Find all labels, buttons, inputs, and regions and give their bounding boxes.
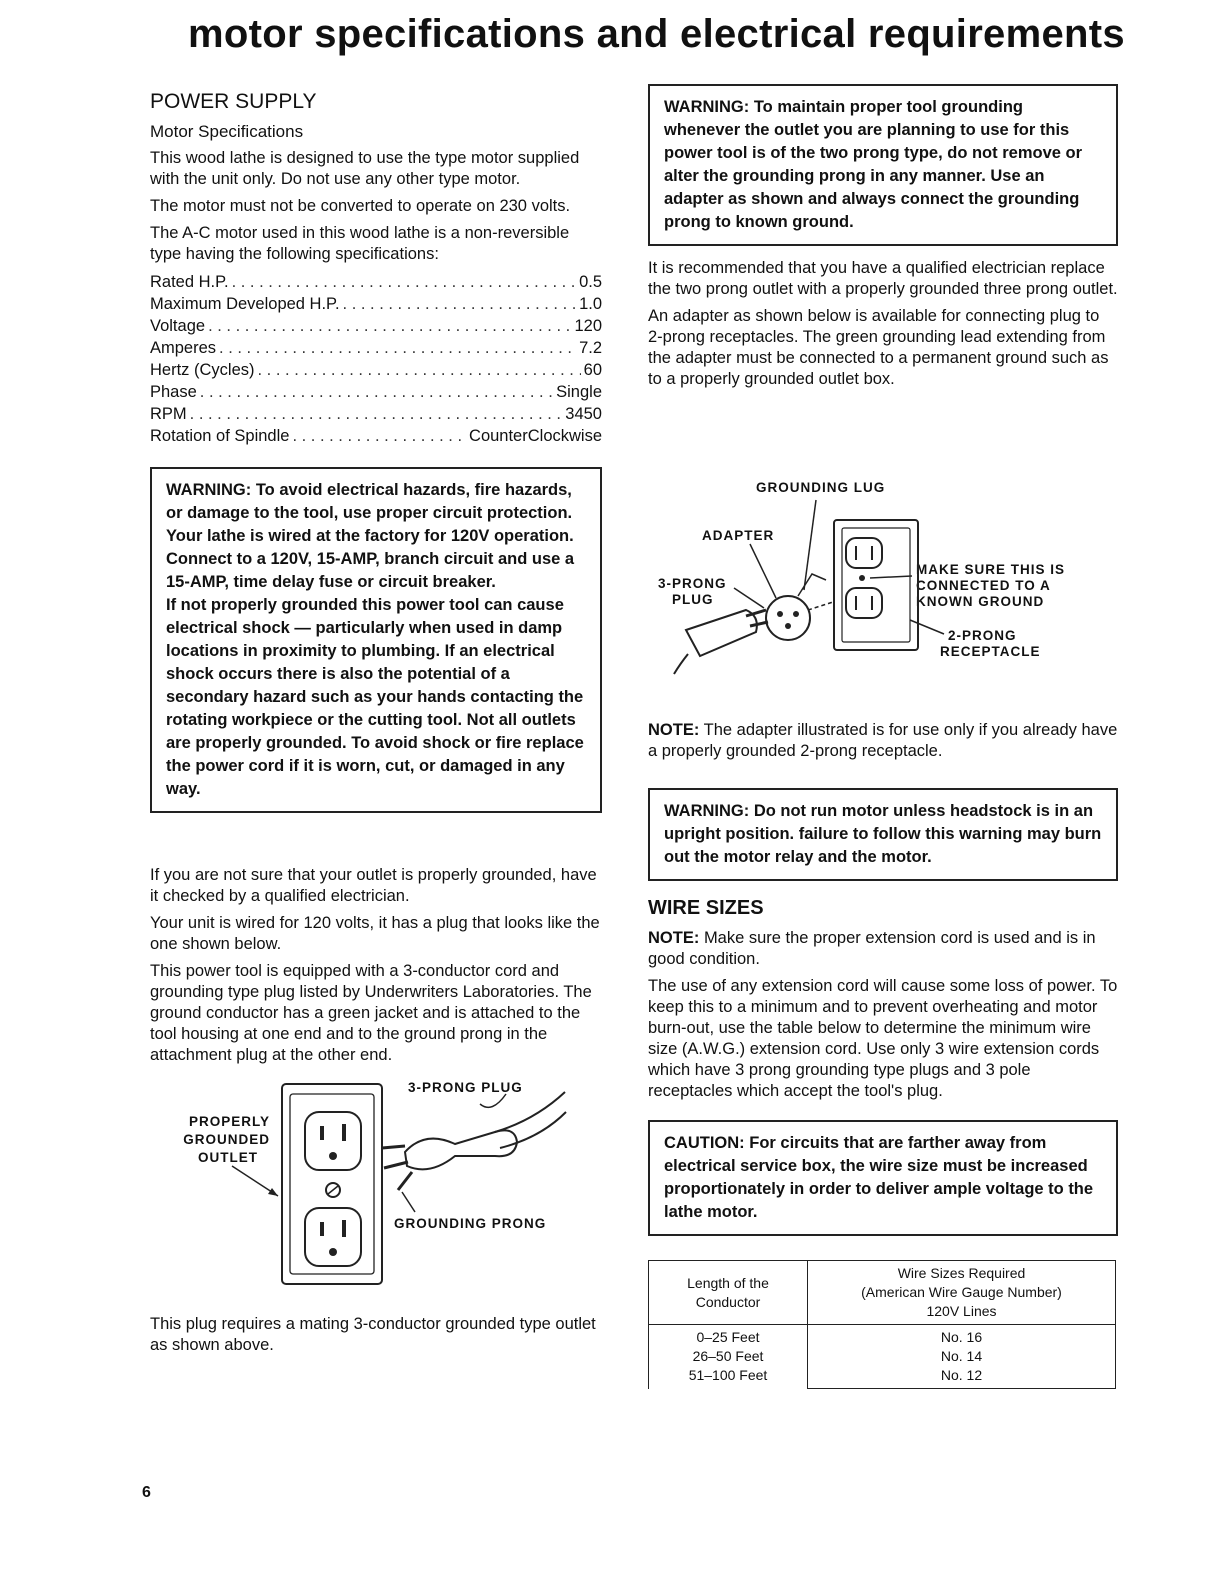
- note: [648, 928, 1118, 970]
- paragraph: Your unit is wired for 120 volts, it has a plug that looks like the one shown below.: [150, 914, 600, 953]
- adapter-figure: [648, 420, 1118, 700]
- caution-box: [648, 1120, 1118, 1236]
- warning-box-electrical: [150, 467, 602, 813]
- note-text: The adapter illustrated is for use only if you already have a properly grounded 2-prong receptacle.: [648, 721, 1118, 760]
- figure-label: RECEPTACLE: [940, 644, 1041, 659]
- spec-row: [150, 359, 602, 381]
- note-label: NOTE:: [648, 929, 700, 947]
- figure-label: CONNECTED TO A: [916, 578, 1051, 593]
- spec-label: Rated H.P.: [150, 273, 229, 291]
- warning-box-grounding: [648, 84, 1118, 246]
- spec-row: [150, 337, 602, 359]
- note: [648, 720, 1118, 762]
- warning-text: WARNING: To maintain proper tool grounding whenever the outlet you are planning to use for this power tool is of the two prong type, do not remove or alter the grounding prong in any manner. Use an adapter as shown and always connect the grounding prong to known ground.: [664, 98, 1083, 231]
- spec-row: [150, 425, 602, 447]
- spec-leader: [190, 403, 563, 425]
- spec-row: [150, 293, 602, 315]
- spec-value: 0.5: [579, 273, 602, 291]
- spec-leader: [292, 425, 466, 447]
- spec-leader: [208, 315, 571, 337]
- paragraph: This wood lathe is designed to use the type motor supplied with the unit only. Do not use any other type motor.: [150, 149, 580, 188]
- table-header-line: 120V Lines: [926, 1303, 997, 1319]
- figure-label: 3-PRONG: [658, 576, 727, 591]
- spec-value: 60: [583, 361, 602, 379]
- paragraph: The use of any extension cord will cause some loss of power. To keep this to a minimum and to prevent overheating and motor burn-out, use the table below to determine the minimum wire size (A.W.G.) extension cord. Use only 3 wire extension cords which have 3 prong grounding type plugs and 3 pole receptacles which accept the tool's plug.: [648, 977, 1118, 1100]
- size-value: No. 14: [940, 1348, 983, 1364]
- power-supply-heading: POWER SUPPLY: [150, 90, 317, 113]
- spec-row: [150, 315, 602, 337]
- figure-label: GROUNDING PRONG: [394, 1216, 547, 1231]
- figure-label: KNOWN GROUND: [916, 594, 1045, 609]
- figure-label: 3-PRONG PLUG: [408, 1080, 523, 1095]
- paragraph: An adapter as shown below is available for connecting plug to 2-prong receptacles. The green grounding lead extending from the adapter must be connected to a permanent ground such as to a properly grounded outlet box.: [648, 307, 1109, 388]
- spec-label: RPM: [150, 405, 187, 423]
- figure-label: GROUNDED: [183, 1132, 270, 1147]
- plug-outlet-figure: [150, 1074, 602, 1314]
- spec-label: Voltage: [150, 317, 206, 335]
- paragraph: This power tool is equipped with a 3-conductor cord and grounding type plug listed by Underwriters Laboratories. The ground conductor has a green jacket and is attached to the tool housing at one end and to the ground prong in the attachment plug at the other end.: [150, 962, 592, 1064]
- spec-row: [150, 403, 602, 425]
- warning-text: WARNING: To avoid electrical hazards, fire hazards, or damage to the tool, use proper circuit protection. Your lathe is wired at the factory for 120V operation. Connect to a 120V, 15-AMP, branch circuit and use a 15-AMP, time delay fuse or circuit breaker.: [166, 481, 575, 591]
- warning-text: If not properly grounded this power tool can cause electrical shock — particularly when used in damp locations in proximity to plumbing. If an electrical shock occurs there is also the potential of a secondary hazard such as your hands contacting the rotating workpiece or the cutting tool. Not all outlets are properly grounded. To avoid shock or fire replace the power cord if it is worn, cut, or damaged in any way.: [166, 596, 584, 798]
- spec-label: Rotation of Spindle: [150, 427, 290, 445]
- spec-list: [150, 271, 602, 447]
- spec-leader: [343, 293, 577, 315]
- table-cell: [808, 1325, 1116, 1389]
- paragraph: If you are not sure that your outlet is properly grounded, have it checked by a qualified electrician.: [150, 866, 597, 905]
- table-header-row: [649, 1261, 1116, 1325]
- figure-label: PROPERLY: [188, 1114, 270, 1129]
- table-row: [649, 1325, 1116, 1389]
- wire-size-table: [648, 1260, 1116, 1389]
- length-value: 51–100 Feet: [688, 1367, 768, 1384]
- spec-value: 7.2: [579, 339, 602, 357]
- caution-text: CAUTION: For circuits that are farther away from electrical service box, the wire size must be increased proportionately in order to deliver ample voltage to the lathe motor.: [664, 1134, 1094, 1221]
- table-header-line: (American Wire Gauge Number): [861, 1284, 1062, 1300]
- note-label: NOTE:: [648, 721, 700, 739]
- figure-label: OUTLET: [198, 1150, 258, 1165]
- figure-label: GROUNDING LUG: [756, 480, 886, 495]
- spec-value: 3450: [565, 405, 602, 423]
- spec-row: [150, 381, 602, 403]
- spec-label: Hertz (Cycles): [150, 361, 255, 379]
- spec-value: 120: [574, 317, 602, 335]
- spec-label: Maximum Developed H.P.: [150, 295, 340, 313]
- spec-row: [150, 271, 602, 293]
- spec-value: Single: [556, 383, 602, 401]
- page-title: motor specifications and electrical requirements: [188, 12, 1125, 56]
- warning-text: WARNING: Do not run motor unless headstock is in an upright position. failure to follow this warning may burn out the motor relay and the motor.: [664, 802, 1102, 866]
- spec-leader: [219, 337, 576, 359]
- length-value: 0–25 Feet: [696, 1329, 760, 1346]
- spec-label: Phase: [150, 383, 197, 401]
- paragraph: The motor must not be converted to operate on 230 volts.: [150, 197, 571, 215]
- table-header-cell: Length of the Conductor: [649, 1261, 808, 1325]
- adapter-illustration: [648, 420, 1118, 700]
- spec-label: Amperes: [150, 339, 217, 357]
- left-column: [150, 90, 602, 1362]
- paragraph: This plug requires a mating 3-conductor grounded type outlet as shown above.: [150, 1315, 596, 1354]
- note-text: Make sure the proper extension cord is used and is in good condition.: [648, 929, 1096, 968]
- spec-leader: [258, 359, 581, 381]
- wire-sizes-heading: WIRE SIZES: [648, 897, 764, 919]
- page-number: 6: [142, 1484, 151, 1501]
- length-value: 26–50 Feet: [692, 1348, 764, 1365]
- figure-label: 2-PRONG: [948, 628, 1017, 643]
- figure-label: PLUG: [672, 592, 714, 607]
- figure-label: MAKE SURE THIS IS: [916, 562, 1066, 577]
- paragraph: It is recommended that you have a qualified electrician replace the two prong outlet with a properly grounded three prong outlet.: [648, 259, 1118, 298]
- spec-leader: [232, 271, 576, 293]
- right-column: [648, 84, 1118, 1389]
- spec-leader: [200, 381, 553, 403]
- motor-spec-heading: Motor Specifications: [150, 122, 304, 141]
- outlet-plug-illustration: [150, 1074, 570, 1314]
- table-header-line: Wire Sizes Required: [897, 1265, 1026, 1281]
- size-value: No. 16: [940, 1329, 983, 1345]
- table-header-cell: [808, 1261, 1116, 1325]
- warning-box-headstock: [648, 788, 1118, 881]
- figure-label: ADAPTER: [702, 528, 775, 543]
- spec-value: 1.0: [579, 295, 602, 313]
- spec-value: CounterClockwise: [469, 427, 602, 445]
- paragraph: The A-C motor used in this wood lathe is a non-reversible type having the following specifications:: [150, 224, 570, 263]
- table-cell: [649, 1325, 808, 1389]
- size-value: No. 12: [940, 1367, 983, 1383]
